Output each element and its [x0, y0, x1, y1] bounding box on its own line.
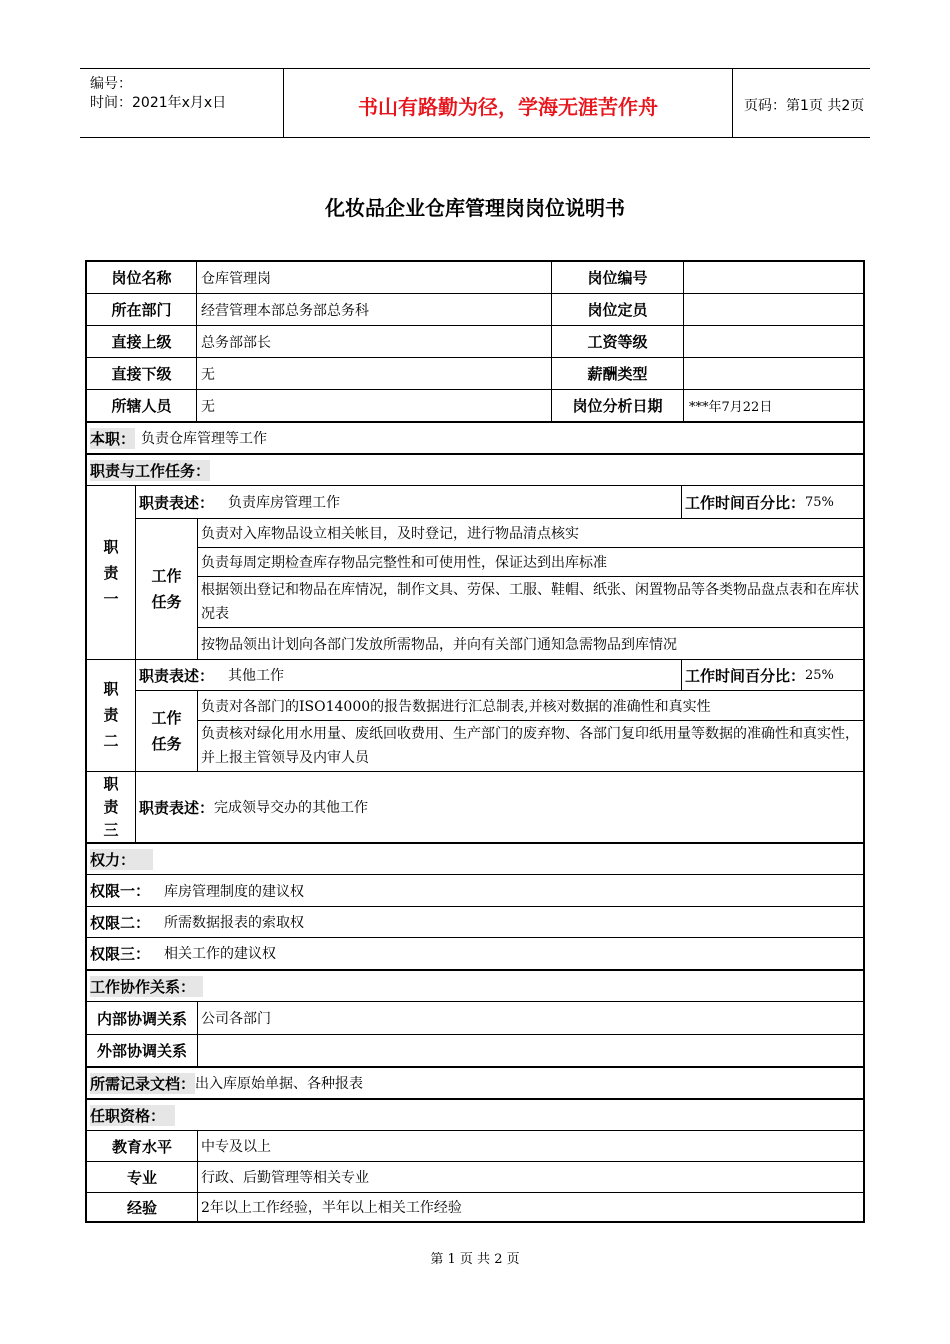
experience-value: 2年以上工作经验，半年以上相关工作经验 [201, 1200, 462, 1216]
position-code-value [689, 262, 859, 293]
authority-row-1 [90, 875, 860, 906]
authority-row-3 [90, 938, 860, 968]
position-code-label: 岗位编号 [587, 269, 648, 287]
headcount-label: 岗位定员 [587, 301, 648, 319]
duty1-time-label: 工作时间百分比： [685, 493, 806, 512]
analysis-date-value: ***年7月22日 [689, 400, 773, 415]
header-page-info: 页码：第1页 共2页 [744, 98, 865, 114]
duty1-task-2: 负责每周定期检查库存物品完整性和可使用性，保证达到出库标准 [201, 555, 607, 571]
authority-1-value: 库房管理制度的建议权 [164, 883, 305, 900]
header-motto: 书山有路勤为径，学海无涯苦作舟 [358, 95, 658, 119]
duty1-task-3: 根据领出登记和物品在库情况，制作文具、劳保、工服、鞋帽、纸张、闲置物品等各类物品盘点表和在库状况表 [201, 582, 859, 622]
header-page-cell [733, 69, 870, 137]
qualifications-heading-row [90, 1100, 860, 1130]
major-label: 专业 [126, 1168, 157, 1187]
duty1-time-value: 75% [805, 494, 834, 510]
main-duty-value: 负责仓库管理等工作 [141, 431, 268, 447]
page-footer: 第 1 页 共 2 页 [430, 1252, 520, 1267]
department-value: 经营管理本部总务部总务科 [201, 302, 369, 319]
doc-number-label: 编号： [90, 76, 132, 92]
duty3-desc: 完成领导交办的其他工作 [214, 800, 369, 816]
doc-time-label: 时间：2021年x月x日 [90, 95, 227, 111]
records-row [90, 1068, 860, 1098]
department-label: 所在部门 [111, 301, 172, 319]
experience-label: 经验 [126, 1198, 157, 1217]
document-title: 化妆品企业仓库管理岗岗位说明书 [325, 196, 625, 220]
header-motto-cell [283, 69, 733, 137]
salary-grade-label: 工资等级 [587, 333, 648, 351]
external-relations-label: 外部协调关系 [96, 1042, 187, 1060]
authority-1-label: 权限一： [90, 882, 151, 900]
external-relations-value [201, 1035, 861, 1066]
duty1-desc-row [139, 486, 679, 518]
main-duty-row [90, 423, 860, 453]
duty1-task-label: 工作 任务 [151, 567, 182, 611]
staff-managed-value: 无 [201, 398, 215, 415]
pay-type-label: 薪酬类型 [587, 365, 648, 383]
duty1-task-4: 按物品领出计划向各部门发放所需物品，并向有关部门通知急需物品到库情况 [201, 636, 677, 653]
duty1-name: 职 责 一 [103, 537, 119, 608]
duty2-task-2: 负责核对绿化用水用量、废纸回收费用、生产部门的废弃物、各部门复印纸用量等数据的准确性和真实性，并上报主管领导及内审人员 [201, 726, 859, 766]
pay-type-value [689, 358, 859, 389]
authority-row-2 [90, 907, 860, 937]
direct-subordinate-value: 无 [201, 366, 215, 383]
duty1-desc: 负责库房管理工作 [228, 495, 341, 511]
duty2-desc-label: 职责表述： [139, 666, 215, 685]
authority-2-value: 所需数据报表的索取权 [164, 915, 305, 931]
duty3-name: 职 责 三 [103, 774, 119, 839]
headcount-value [689, 294, 859, 325]
position-name-value: 仓库管理岗 [201, 270, 271, 287]
duty2-task-label: 工作 任务 [151, 709, 182, 753]
relations-heading-row [90, 971, 860, 1001]
analysis-date-label: 岗位分析日期 [572, 397, 663, 415]
duty2-name: 职 责 二 [103, 680, 119, 750]
education-value: 中专及以上 [201, 1139, 271, 1155]
direct-superior-label: 直接上级 [111, 333, 172, 351]
staff-managed-label: 所辖人员 [111, 397, 172, 415]
direct-subordinate-label: 直接下级 [111, 365, 172, 383]
duties-heading-row [90, 455, 860, 485]
authority-3-label: 权限三： [90, 944, 151, 963]
records-label: 所需记录文档： [90, 1074, 196, 1093]
major-value: 行政、后勤管理等相关专业 [201, 1170, 369, 1186]
authority-2-label: 权限二： [90, 913, 151, 932]
internal-relations-label: 内部协调关系 [96, 1009, 187, 1028]
records-value: 出入库原始单据、各种报表 [195, 1076, 364, 1092]
salary-grade-value [689, 326, 859, 357]
job-description-form [85, 260, 865, 1223]
duty1-name-cell [87, 486, 135, 659]
duty2-desc: 其他工作 [228, 668, 285, 684]
duty2-time-label: 工作时间百分比： [685, 666, 806, 685]
page-header [80, 68, 870, 138]
relations-heading: 工作协作关系： [90, 976, 203, 997]
internal-relations-value: 公司各部门 [201, 1011, 271, 1027]
duty2-time-cell [685, 660, 863, 690]
education-label: 教育水平 [111, 1137, 172, 1156]
authority-heading: 权力： [90, 849, 153, 870]
duty2-task-label-cell [136, 691, 197, 771]
main-duty-label: 本职： [90, 429, 136, 448]
position-name-label: 岗位名称 [111, 269, 172, 287]
duty2-time-value: 25% [805, 667, 834, 683]
duty1-task-1: 负责对入库物品设立相关帐目，及时登记，进行物品清点核实 [201, 526, 579, 542]
duty3-name-cell [87, 772, 135, 842]
direct-superior-value: 总务部部长 [201, 334, 271, 351]
duty3-desc-row [139, 772, 859, 842]
duty1-desc-label: 职责表述： [139, 493, 215, 512]
duty1-time-cell [685, 486, 863, 518]
duty3-desc-label: 职责表述： [139, 798, 215, 817]
duties-heading: 职责与工作任务： [90, 461, 211, 480]
header-meta [80, 69, 283, 137]
authority-heading-row [90, 844, 860, 874]
duty2-desc-row [139, 660, 679, 690]
duty2-name-cell [87, 660, 135, 770]
duty2-task-1: 负责对各部门的ISO14000的报告数据进行汇总制表,并核对数据的准确性和真实性 [201, 698, 711, 715]
duty1-task-label-cell [136, 519, 197, 659]
authority-3-value: 相关工作的建议权 [164, 946, 277, 962]
qualifications-heading: 任职资格： [90, 1105, 175, 1126]
